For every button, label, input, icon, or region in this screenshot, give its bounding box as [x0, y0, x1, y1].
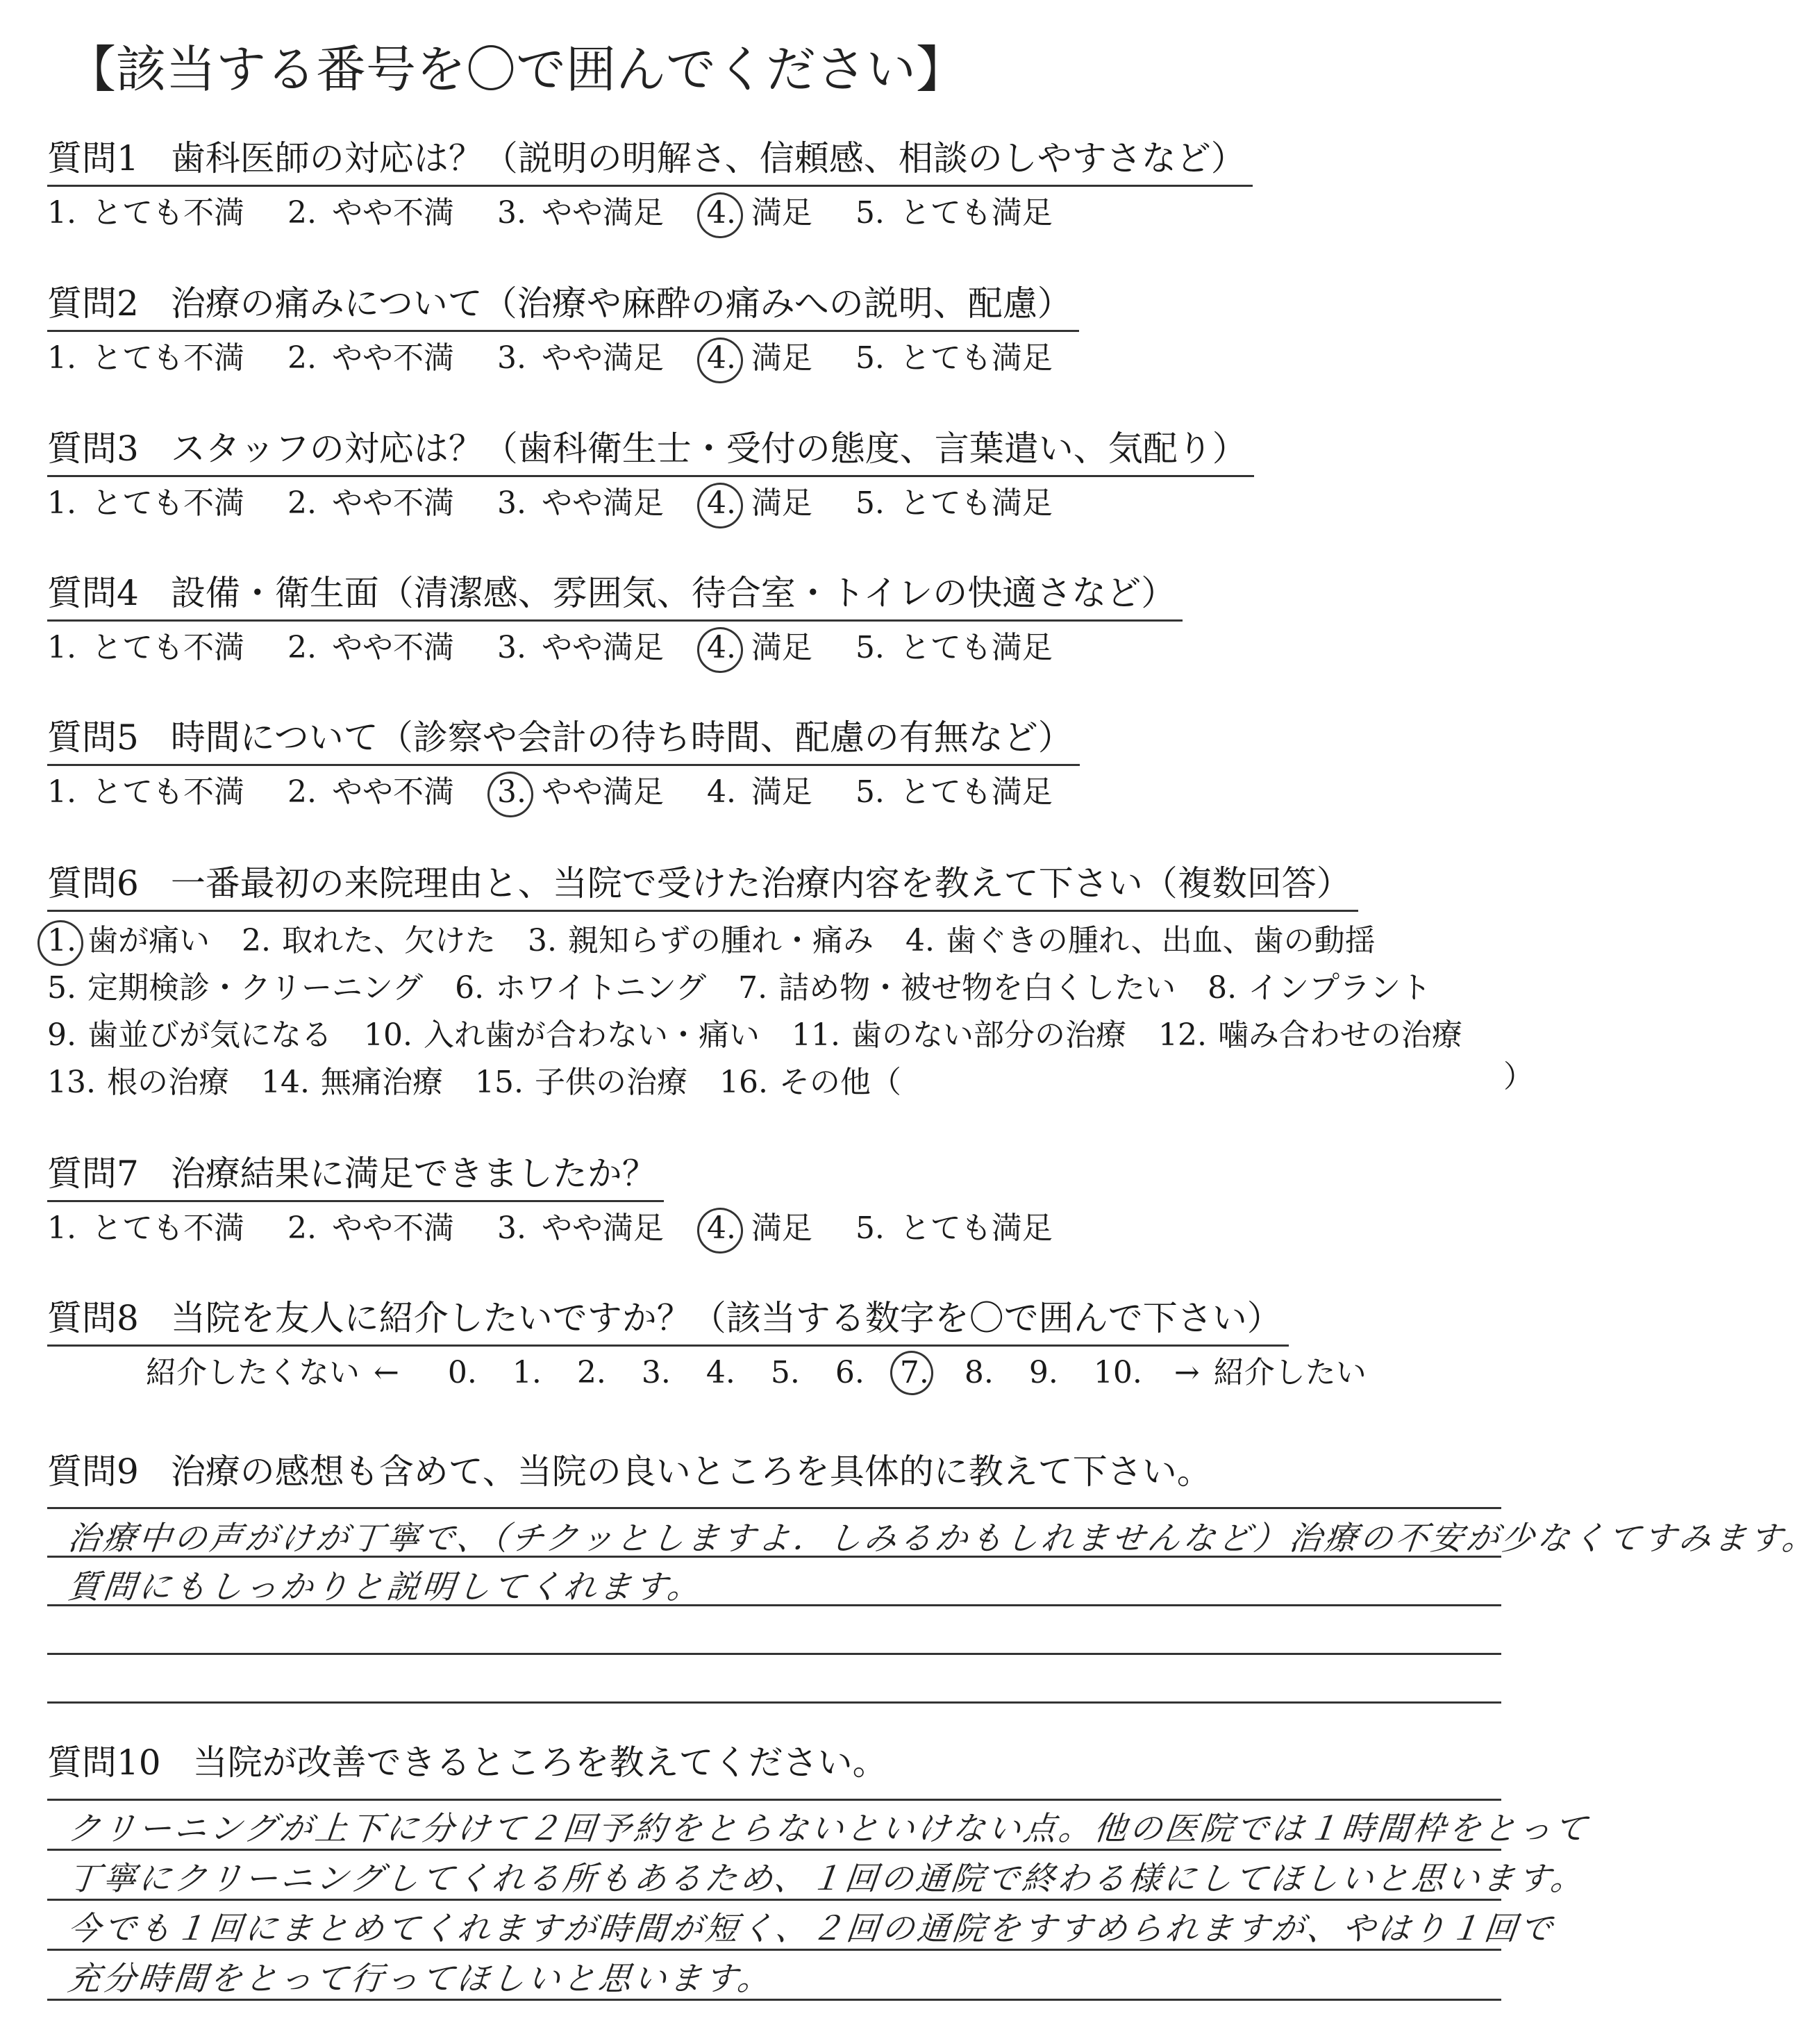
- question-number: 質問3: [47, 428, 139, 469]
- option-number: 2.: [287, 340, 317, 376]
- rating-option-selected[interactable]: [707, 192, 812, 234]
- option-label: とても満足: [899, 485, 1053, 521]
- option-label: やや満足: [541, 485, 664, 521]
- answer-area-q9[interactable]: [47, 1507, 1820, 1708]
- rating-option[interactable]: [47, 483, 244, 524]
- rating-option-selected[interactable]: [707, 483, 812, 524]
- question-number: 質問2: [47, 283, 139, 324]
- rating-options: [47, 483, 1254, 524]
- option-number: 2.: [287, 485, 317, 521]
- question-title: [47, 281, 1079, 332]
- rating-options: [47, 1208, 1096, 1249]
- option-label: とても不満: [91, 774, 244, 810]
- option-label: とても満足: [899, 195, 1053, 231]
- rating-option[interactable]: [855, 483, 1053, 524]
- treatment-option-selected[interactable]: [47, 920, 210, 962]
- rating-option[interactable]: [287, 772, 454, 813]
- question-text: 治療結果に満足できましたか？: [170, 1154, 657, 1194]
- option-label: とても満足: [899, 340, 1053, 376]
- option-label: 歯のない部分の治療: [851, 1017, 1126, 1053]
- other-close-paren: ）: [1503, 1059, 1534, 1094]
- scale-value[interactable]: 10.: [1093, 1355, 1142, 1390]
- recommend-scale: [146, 1352, 1380, 1394]
- rating-option[interactable]: [707, 772, 812, 813]
- option-number: 4.: [905, 923, 935, 958]
- treatment-option[interactable]: [47, 967, 423, 1009]
- option-label: とても不満: [91, 340, 244, 376]
- question-text: 当院を友人に紹介したいですか？（該当する数字を〇で囲んで下さい）: [170, 1298, 1282, 1338]
- option-label: とても不満: [91, 195, 244, 231]
- rating-option[interactable]: [855, 1208, 1053, 1249]
- question-title: [47, 1296, 1289, 1347]
- scale-left-label: 紹介したくない: [146, 1355, 360, 1390]
- option-number: 16.: [719, 1065, 768, 1100]
- option-number: 5.: [855, 485, 885, 521]
- option-number: 3.: [527, 923, 557, 958]
- question-title: [47, 861, 1358, 912]
- option-label: とても満足: [899, 1210, 1053, 1246]
- question-10: [47, 1740, 894, 1789]
- scale-right-label: 紹介したい: [1213, 1355, 1367, 1390]
- question-7: [47, 1151, 1096, 1249]
- rating-option[interactable]: [855, 192, 1053, 234]
- option-label: やや不満: [331, 195, 454, 231]
- rating-option[interactable]: [287, 192, 454, 234]
- question-text: 設備・衛生面（清潔感、雰囲気、待合室・トイレの快適さなど）: [170, 573, 1176, 613]
- option-number: 10.: [363, 1017, 412, 1053]
- option-label: やや満足: [541, 774, 664, 810]
- option-number: 4.: [707, 1208, 736, 1249]
- option-number: 8.: [1208, 970, 1237, 1006]
- option-number: 13.: [47, 1065, 96, 1100]
- handwritten-answer-line: 治療中の声がけが丁寧で、（チクッとしますよ．しみるかもしれませんなど）治療の不安が少なくてすみます。: [65, 1520, 1820, 1558]
- option-number: 11.: [791, 1017, 840, 1053]
- option-number: 3.: [496, 630, 526, 665]
- scale-value[interactable]: 9.: [1028, 1355, 1058, 1390]
- option-label: 歯が痛い: [87, 923, 210, 958]
- option-number: 5.: [855, 195, 885, 231]
- treatment-option[interactable]: [364, 1015, 760, 1056]
- question-4: [47, 571, 1183, 669]
- scale-value[interactable]: 0.: [447, 1355, 477, 1390]
- option-number: 1.: [47, 1210, 76, 1246]
- option-label: 子供の治療: [534, 1065, 687, 1100]
- option-number: 4.: [707, 338, 736, 379]
- question-text: 治療の感想も含めて、当院の良いところを具体的に教えて下さい。: [170, 1451, 1212, 1492]
- option-number: 2.: [287, 630, 317, 665]
- option-label: ホワイトニング: [495, 970, 707, 1006]
- left-arrow-icon: ←: [374, 1355, 399, 1390]
- treatment-option[interactable]: [475, 1062, 687, 1104]
- option-label: 定期検診・クリーニング: [87, 970, 424, 1006]
- option-number: 1.: [47, 630, 76, 665]
- option-number: 2.: [287, 774, 317, 810]
- rating-option[interactable]: [497, 338, 664, 379]
- rating-option[interactable]: [47, 772, 244, 813]
- question-number: 質問6: [47, 863, 139, 904]
- treatment-option[interactable]: [792, 1015, 1126, 1056]
- option-number: 3.: [496, 340, 526, 376]
- option-label: とても満足: [899, 630, 1053, 665]
- option-number: 9.: [47, 1017, 76, 1053]
- option-label: 噛み合わせの治療: [1217, 1017, 1462, 1053]
- option-number: 2.: [287, 1210, 317, 1246]
- option-row: [47, 917, 1494, 965]
- scale-value[interactable]: 2.: [576, 1355, 606, 1390]
- option-label: インプラント: [1248, 970, 1432, 1006]
- rating-option[interactable]: [287, 1208, 454, 1249]
- option-label: やや不満: [331, 1210, 454, 1246]
- treatment-option[interactable]: [528, 920, 874, 962]
- scale-value[interactable]: 5.: [770, 1355, 800, 1390]
- option-number: 6.: [455, 970, 485, 1006]
- question-text: スタッフの対応は？（歯科衛生士・受付の態度、言葉遣い、気配り）: [170, 428, 1247, 469]
- question-text: 当院が改善できるところを教えてください。: [192, 1742, 887, 1783]
- answer-area-q10[interactable]: [47, 1799, 1592, 2007]
- option-label: 満足: [751, 485, 812, 521]
- ruled-line: [47, 1507, 1501, 1509]
- option-label: やや不満: [331, 485, 454, 521]
- question-title: [47, 1449, 1219, 1498]
- option-number: 3.: [496, 195, 526, 231]
- question-5: [47, 715, 1096, 813]
- scale-values: [448, 1352, 1170, 1394]
- option-number: 3.: [496, 485, 526, 521]
- option-label: 詰め物・被せ物を白くしたい: [778, 970, 1176, 1006]
- ruled-line: [47, 1799, 1501, 1801]
- question-title: [47, 426, 1254, 477]
- option-label: 取れた、欠けた: [281, 923, 496, 958]
- option-number: 1.: [47, 774, 76, 810]
- option-label: その他（: [778, 1065, 901, 1100]
- treatment-option[interactable]: [1208, 967, 1431, 1009]
- option-label: 満足: [751, 630, 812, 665]
- treatment-option[interactable]: [261, 1062, 443, 1104]
- option-number: 4.: [707, 627, 736, 669]
- question-3: [47, 426, 1254, 524]
- question-1: [47, 136, 1253, 234]
- question-text: 時間について（診察や会計の待ち時間、配慮の有無など）: [170, 717, 1073, 758]
- rating-option[interactable]: [287, 483, 454, 524]
- question-number: 質問9: [47, 1451, 139, 1492]
- treatment-option[interactable]: [905, 920, 1376, 962]
- treatment-option[interactable]: [47, 1015, 332, 1056]
- option-label: やや不満: [331, 630, 454, 665]
- option-number: 15.: [474, 1065, 524, 1100]
- treatment-option[interactable]: [1158, 1015, 1462, 1056]
- option-label: 入れ歯が合わない・痛い: [423, 1017, 760, 1053]
- question-9: [47, 1449, 1219, 1498]
- ruled-line: [47, 1701, 1501, 1704]
- option-label: とても不満: [91, 630, 244, 665]
- rating-option[interactable]: [497, 1208, 664, 1249]
- option-number: 5.: [855, 630, 885, 665]
- question-6: [47, 861, 1534, 1106]
- option-number: 3.: [497, 772, 526, 813]
- question-number: 質問1: [47, 138, 139, 178]
- rating-options: [47, 192, 1253, 234]
- option-label: とても不満: [91, 1210, 244, 1246]
- option-row: [47, 1059, 1494, 1106]
- scale-value[interactable]: 6.: [835, 1355, 865, 1390]
- option-label: やや満足: [541, 630, 664, 665]
- handwritten-answer-line: 質問にもしっかりと説明してくれます。: [65, 1568, 705, 1606]
- option-label: 無痛治療: [320, 1065, 443, 1100]
- option-number: 5.: [47, 970, 76, 1006]
- handwritten-answer-line: クリーニングが上下に分けて２回予約をとらないといけない点。他の医院では１時間枠をとって: [65, 1810, 1592, 1848]
- right-arrow-icon: →: [1174, 1355, 1200, 1390]
- handwritten-answer-line: 充分時間をとって行ってほしいと思います。: [65, 1960, 775, 1998]
- treatment-option[interactable]: [738, 967, 1176, 1009]
- scale-value[interactable]: 4.: [706, 1355, 735, 1390]
- question-text: 歯科医師の対応は？（説明の明解さ、信頼感、相談のしやすさなど）: [170, 138, 1246, 178]
- option-number: 1.: [47, 920, 76, 962]
- option-label: 満足: [751, 1210, 812, 1246]
- option-label: やや満足: [541, 340, 664, 376]
- option-number: 4.: [706, 774, 736, 810]
- rating-option[interactable]: [287, 627, 454, 669]
- option-number: 3.: [496, 1210, 526, 1246]
- question-8: [47, 1296, 1380, 1394]
- rating-option[interactable]: [855, 772, 1053, 813]
- handwritten-answer-line: 今でも１回にまとめてくれますが時間が短く、２回の通院をすすめられますが、やはり１回で: [65, 1910, 1558, 1948]
- handwritten-answer-line: 丁寧にクリーニングしてくれる所もあるため、１回の通院で終わる様にしてほしいと思います。: [65, 1860, 1588, 1898]
- question-text: 一番最初の来院理由と、当院で受けた治療内容を教えて下さい（複数回答）: [170, 863, 1351, 904]
- rating-option[interactable]: [855, 627, 1053, 669]
- question-number: 質問4: [47, 573, 139, 613]
- option-number: 4.: [707, 483, 736, 524]
- option-label: 歯並びが気になる: [87, 1017, 332, 1053]
- rating-option-selected[interactable]: [707, 338, 812, 379]
- question-number: 質問5: [47, 717, 139, 758]
- rating-option[interactable]: [855, 338, 1053, 379]
- scale-value[interactable]: 3.: [641, 1355, 671, 1390]
- rating-option-selected[interactable]: [707, 1208, 812, 1249]
- rating-option[interactable]: [497, 192, 664, 234]
- question-title: [47, 715, 1080, 766]
- rating-options: [47, 627, 1183, 669]
- option-label: やや不満: [331, 774, 454, 810]
- rating-option[interactable]: [47, 1208, 244, 1249]
- option-label: 満足: [751, 774, 812, 810]
- option-label: やや満足: [541, 195, 664, 231]
- option-number: 2.: [287, 195, 317, 231]
- scale-value[interactable]: 8.: [964, 1355, 994, 1390]
- option-number: 5.: [855, 774, 885, 810]
- scale-value-selected[interactable]: 7.: [900, 1352, 965, 1394]
- page-heading: 【該当する番号を〇で囲んでください】: [66, 40, 967, 99]
- option-label: 根の治療: [106, 1065, 229, 1100]
- option-number: 1.: [47, 195, 76, 231]
- rating-option[interactable]: [497, 627, 664, 669]
- option-number: 5.: [855, 1210, 885, 1246]
- option-number: 4.: [707, 192, 736, 234]
- question-number: 質問7: [47, 1154, 139, 1194]
- rating-options: [47, 338, 1096, 379]
- rating-option-selected[interactable]: [497, 772, 664, 813]
- rating-option[interactable]: [47, 338, 244, 379]
- rating-option-selected[interactable]: [707, 627, 812, 669]
- option-number: 2.: [241, 923, 271, 958]
- ruled-line: [47, 1653, 1501, 1655]
- question-text: 治療の痛みについて（治療や麻酔の痛みへの説明、配慮）: [170, 283, 1072, 324]
- rating-option[interactable]: [497, 483, 664, 524]
- option-number: 1.: [47, 340, 76, 376]
- treatment-option[interactable]: [455, 967, 706, 1009]
- option-label: 親知らずの腫れ・痛み: [567, 923, 874, 958]
- question-title: [47, 1740, 894, 1789]
- option-label: やや不満: [331, 340, 454, 376]
- rating-option[interactable]: [287, 338, 454, 379]
- question-number: 質問8: [47, 1298, 139, 1338]
- question-title: [47, 571, 1183, 622]
- rating-option[interactable]: [47, 627, 244, 669]
- scale-value[interactable]: 1.: [512, 1355, 542, 1390]
- option-number: 14.: [260, 1065, 310, 1100]
- question-title: [47, 136, 1253, 187]
- option-number: 1.: [47, 485, 76, 521]
- rating-option[interactable]: [47, 192, 244, 234]
- option-label: やや満足: [541, 1210, 664, 1246]
- option-number: 7.: [738, 970, 768, 1006]
- option-label: とても満足: [899, 774, 1053, 810]
- treatment-option[interactable]: [719, 1062, 901, 1104]
- rating-options: [47, 772, 1096, 813]
- option-label: とても不満: [91, 485, 244, 521]
- question-number: 質問10: [47, 1742, 161, 1783]
- option-label: 満足: [751, 195, 812, 231]
- question-title: [47, 1151, 664, 1202]
- treatment-options: [47, 917, 1494, 1106]
- option-row: [47, 1012, 1494, 1059]
- option-row: [47, 965, 1494, 1012]
- option-number: 5.: [855, 340, 885, 376]
- option-label: 歯ぐきの腫れ、出血、歯の動揺: [945, 923, 1376, 958]
- question-2: [47, 281, 1096, 379]
- option-number: 12.: [1158, 1017, 1207, 1053]
- treatment-option[interactable]: [242, 920, 496, 962]
- option-label: 満足: [751, 340, 812, 376]
- treatment-option[interactable]: [47, 1062, 229, 1104]
